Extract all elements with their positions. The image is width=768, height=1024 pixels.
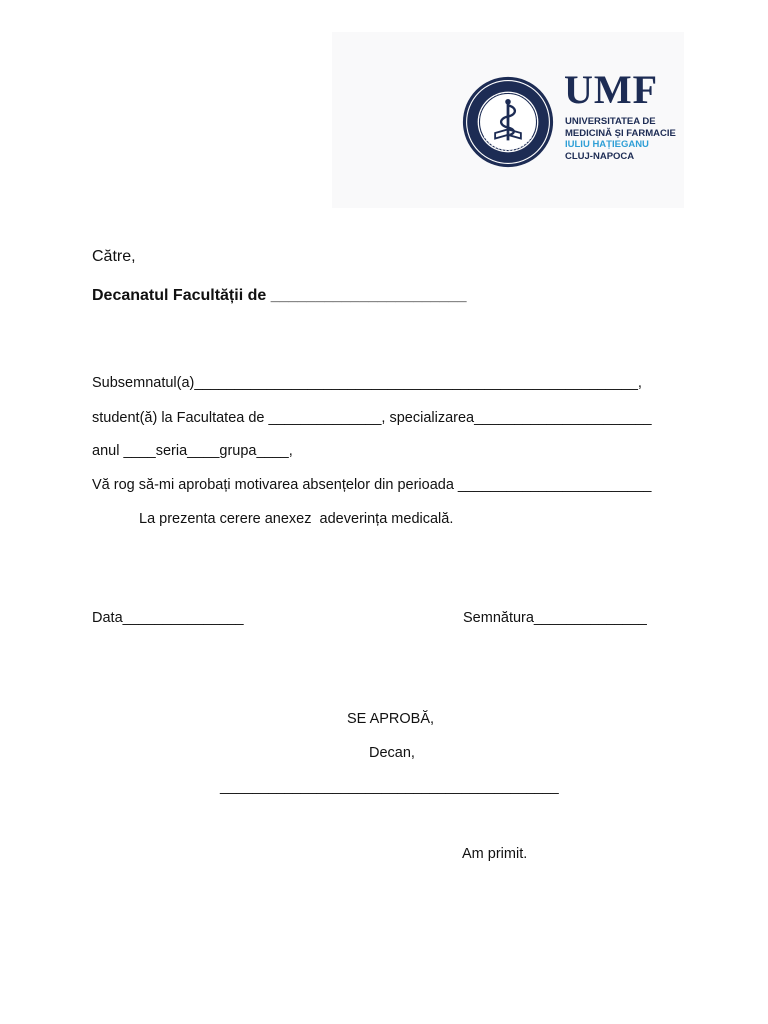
request-line: Vă rog să-mi aprobați motivarea absențelor din perioada ________________________: [92, 477, 652, 493]
logo-line-3: IULIU HAȚIEGANU: [565, 139, 649, 150]
dean-signature-line: __________________________________________: [220, 779, 559, 795]
undersigned-line: Subsemnatul(a)_______________________________________________________,: [92, 375, 642, 391]
approved-label: SE APROBĂ,: [347, 711, 435, 727]
year-series-group-line: anul ____seria____grupa____,: [92, 443, 293, 459]
addressee: Către,: [92, 248, 136, 265]
signature-field: Semnătura______________: [463, 610, 647, 626]
logo-line-4: CLUJ-NAPOCA: [565, 150, 635, 162]
date-field: Data_______________: [92, 610, 244, 626]
logo-line-2: MEDICINĂ ȘI FARMACIE: [565, 127, 676, 139]
dean-label: Decan,: [369, 745, 415, 761]
university-logo-banner: [332, 32, 684, 208]
logo-title: UMF: [564, 67, 659, 112]
logo-university-name: [565, 116, 676, 162]
dean-office-line: Decanatul Facultății de ______________________: [92, 287, 467, 304]
attachment-line: La prezenta cerere anexez adeverința medicală.: [139, 511, 454, 527]
received-label: Am primit.: [462, 846, 528, 862]
logo-line-1: UNIVERSITATEA DE: [565, 116, 656, 127]
student-line: student(ă) la Facultatea de ______________, specializarea______________________: [92, 410, 652, 426]
university-seal-icon: [462, 76, 554, 168]
